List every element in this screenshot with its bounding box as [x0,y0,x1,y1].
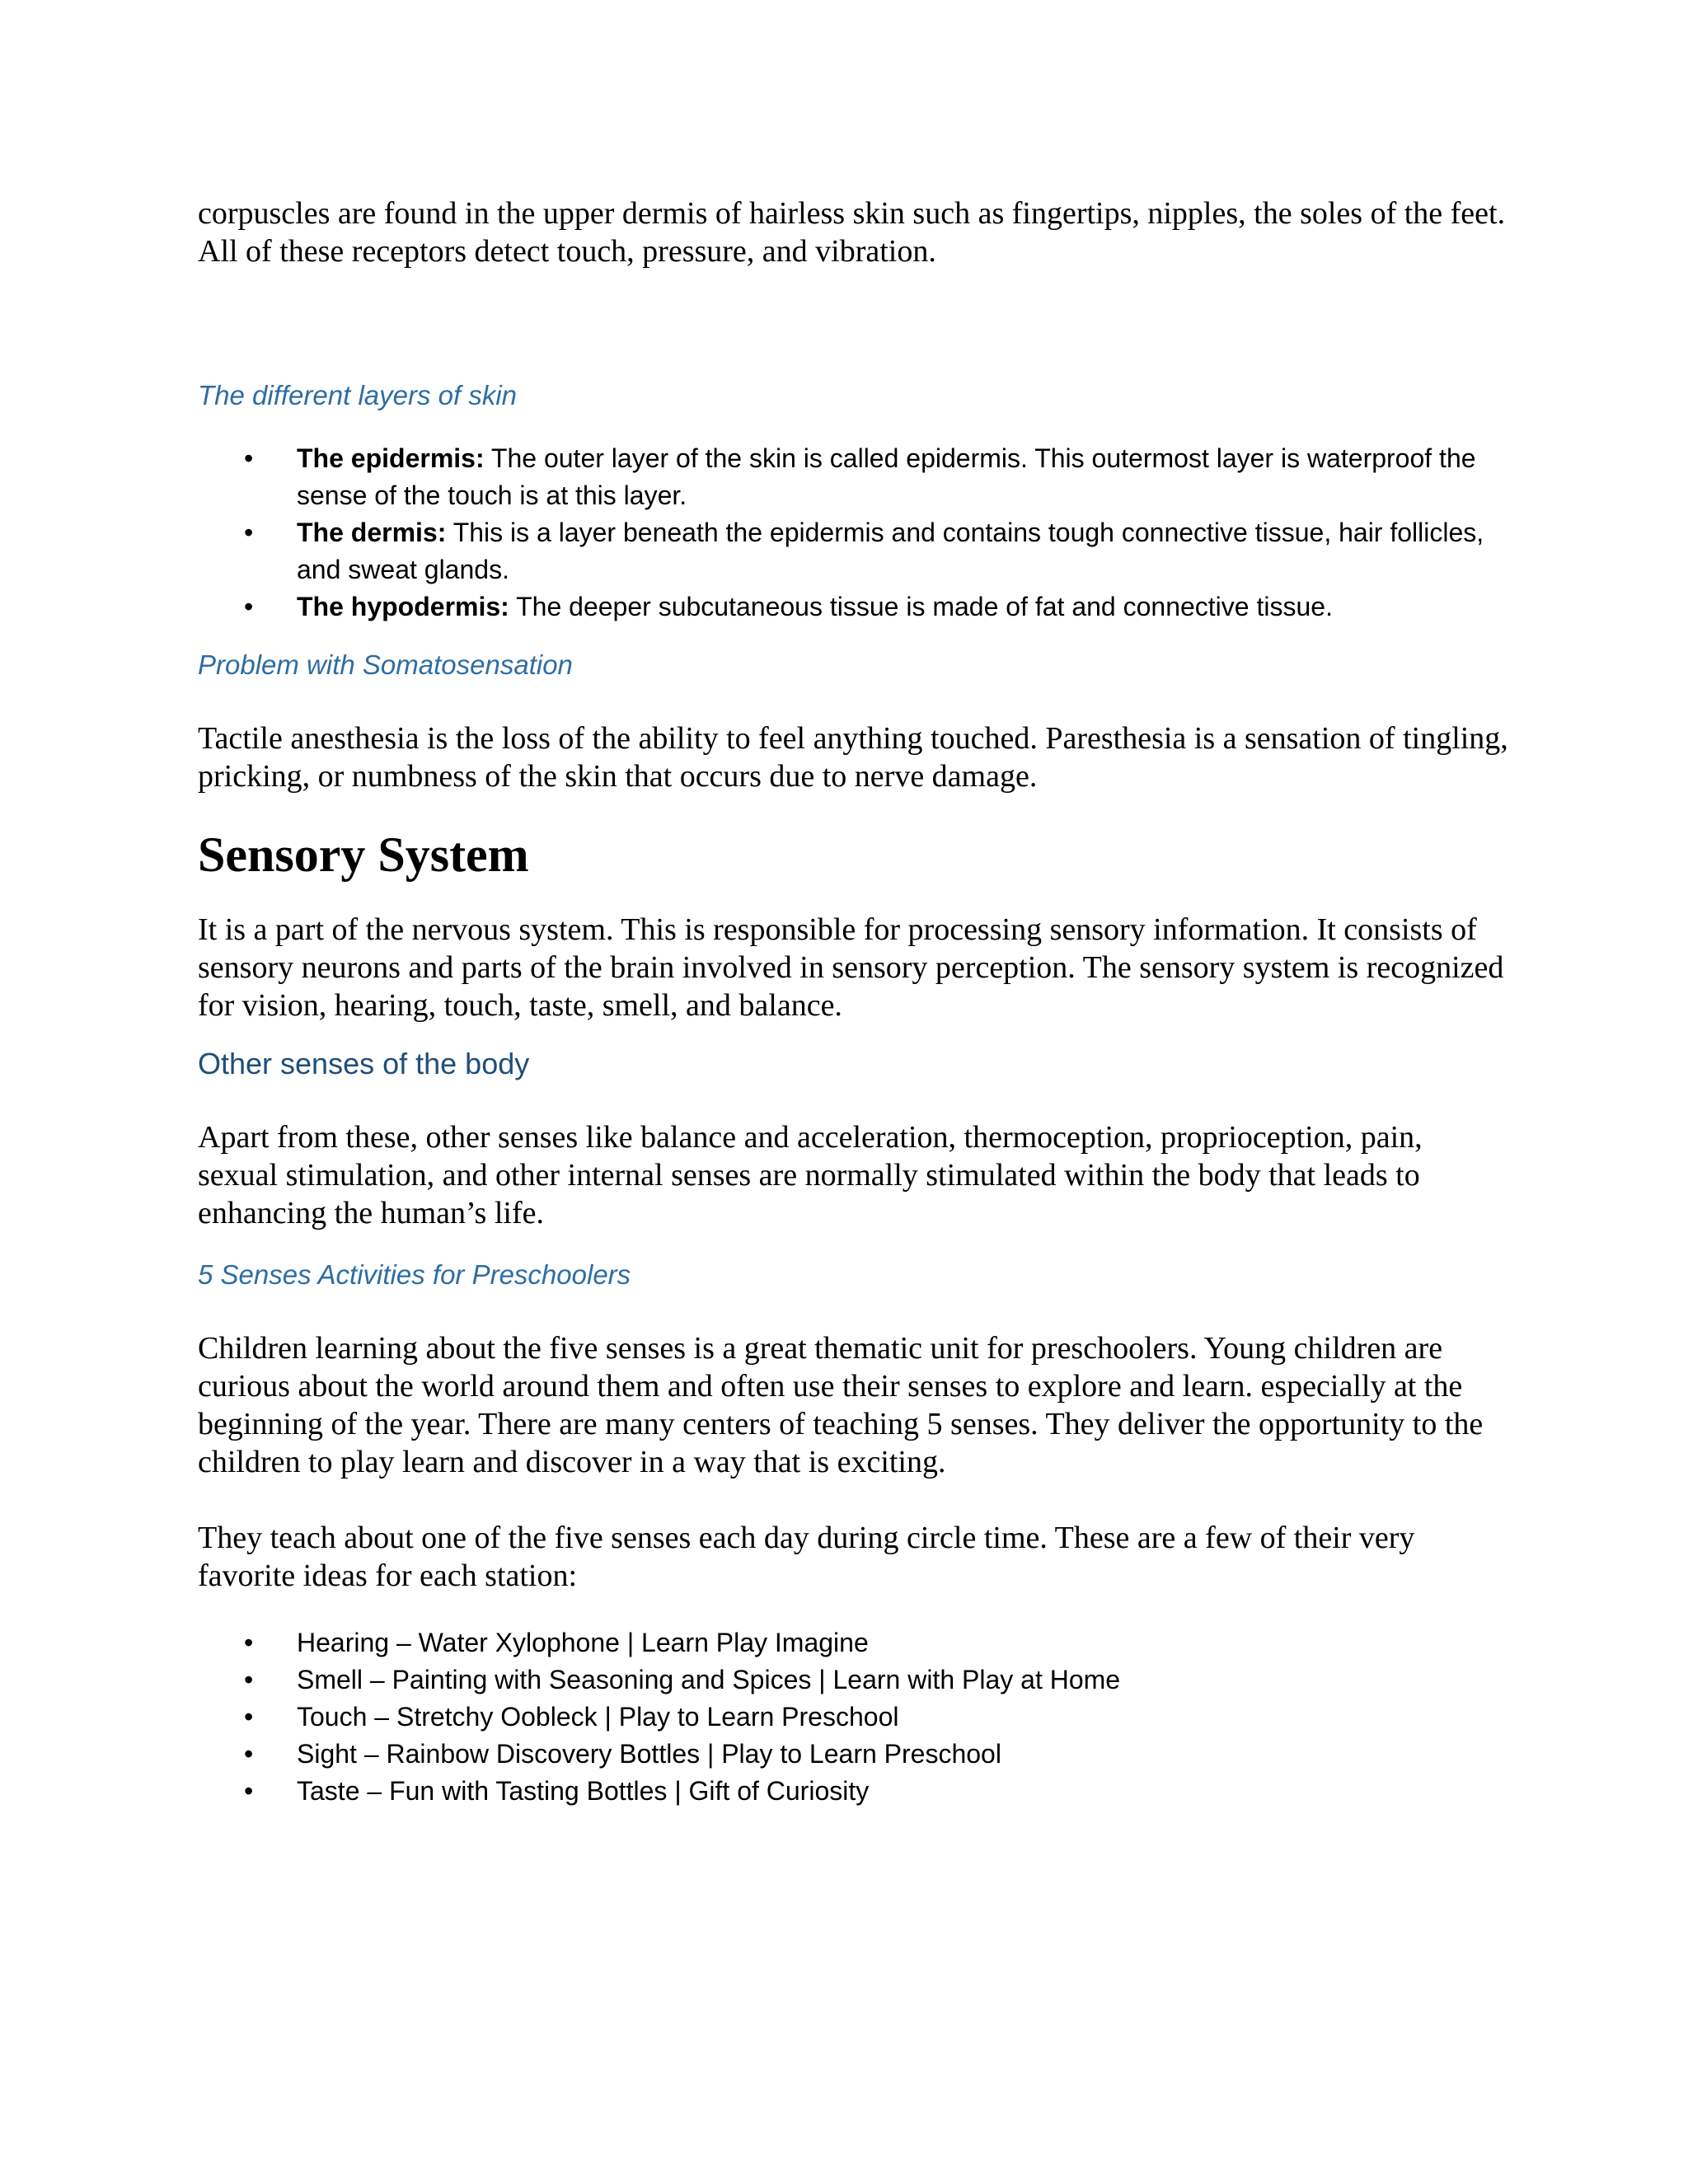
other-senses-paragraph: Apart from these, other senses like balance and acceleration, thermoception, proprioception, pain, sexual stimulation, and other internal senses are normally stimulated within the body that leads to enhancing the human’s life. [198,1120,1423,1230]
skin-layers-list [198,440,1508,626]
preschool-paragraph-1: Children learning about the five senses is a great thematic unit for preschoolers. Young children are curious about the world around them and often use their senses to explore and learn. especially at the beginning of the year. There are many centers of teaching 5 senses. They deliver the opportunity to the children to play learn and discover in a way that is exciting. [198,1331,1484,1479]
definition-epidermis: The outer layer of the skin is called epidermis. This outermost layer is waterproof the sense of the touch is at this layer. [297,443,1476,510]
list-item [198,1661,1533,1699]
preschool-paragraph-2: They teach about one of the five senses each day during circle time. These are a few of their very favorite ideas for each station: [198,1521,1415,1593]
list-item [198,1773,1533,1810]
bullet-icon: • [244,1702,254,1732]
skin-layers-heading: The different layers of skin [198,380,518,410]
sensory-system-heading: Sensory System [198,827,529,882]
bullet-icon: • [244,1739,254,1769]
bullet-icon: • [244,1628,254,1657]
term-dermis: The dermis: [297,518,447,547]
other-senses-heading: Other senses of the body [198,1047,530,1080]
bullet-icon: • [244,592,254,621]
bullet-icon: • [244,443,254,473]
bullet-icon: • [244,1665,254,1694]
activity-sight: Sight – Rainbow Discovery Bottles | Play to Learn Preschool [297,1739,1001,1769]
activity-smell: Smell – Painting with Seasoning and Spices | Learn with Play at Home [297,1665,1121,1694]
list-item [198,440,1533,514]
intro-paragraph: corpuscles are found in the upper dermis of hairless skin such as fingertips, nipples, the soles of the feet. All of these receptors detect touch, pressure, and vibration. [198,196,1506,269]
activity-hearing: Hearing – Water Xylophone | Learn Play Imagine [297,1628,869,1657]
definition-hypodermis: The deeper subcutaneous tissue is made of fat and connective tissue. [509,592,1333,621]
activity-taste: Taste – Fun with Tasting Bottles | Gift of Curiosity [297,1776,870,1806]
sensory-system-paragraph: It is a part of the nervous system. This is responsible for processing sensory information. It consists of sensory neurons and parts of the brain involved in sensory perception. The sensory system is recognized for vision, hearing, touch, taste, smell, and balance. [198,912,1504,1023]
bullet-icon: • [244,1776,254,1806]
somatosensation-heading: Problem with Somatosensation [198,649,573,680]
bullet-icon: • [244,518,254,547]
preschool-heading: 5 Senses Activities for Preschoolers [198,1259,631,1290]
activities-list [198,1624,1508,1810]
list-item [198,514,1533,588]
somatosensation-paragraph: Tactile anesthesia is the loss of the ability to feel anything touched. Paresthesia is a sensation of tingling, pricking, or numbness of the skin that occurs due to nerve damage. [198,721,1508,794]
list-item [198,1699,1533,1736]
term-epidermis: The epidermis: [297,443,485,473]
list-item [198,1736,1533,1773]
activity-touch: Touch – Stretchy Oobleck | Play to Learn Preschool [297,1702,899,1732]
list-item [198,1624,1533,1661]
document-page [198,194,1508,1810]
list-item [198,588,1533,626]
definition-dermis: This is a layer beneath the epidermis and contains tough connective tissue, hair follicles, and sweat glands. [297,518,1484,584]
term-hypodermis: The hypodermis: [297,592,509,621]
